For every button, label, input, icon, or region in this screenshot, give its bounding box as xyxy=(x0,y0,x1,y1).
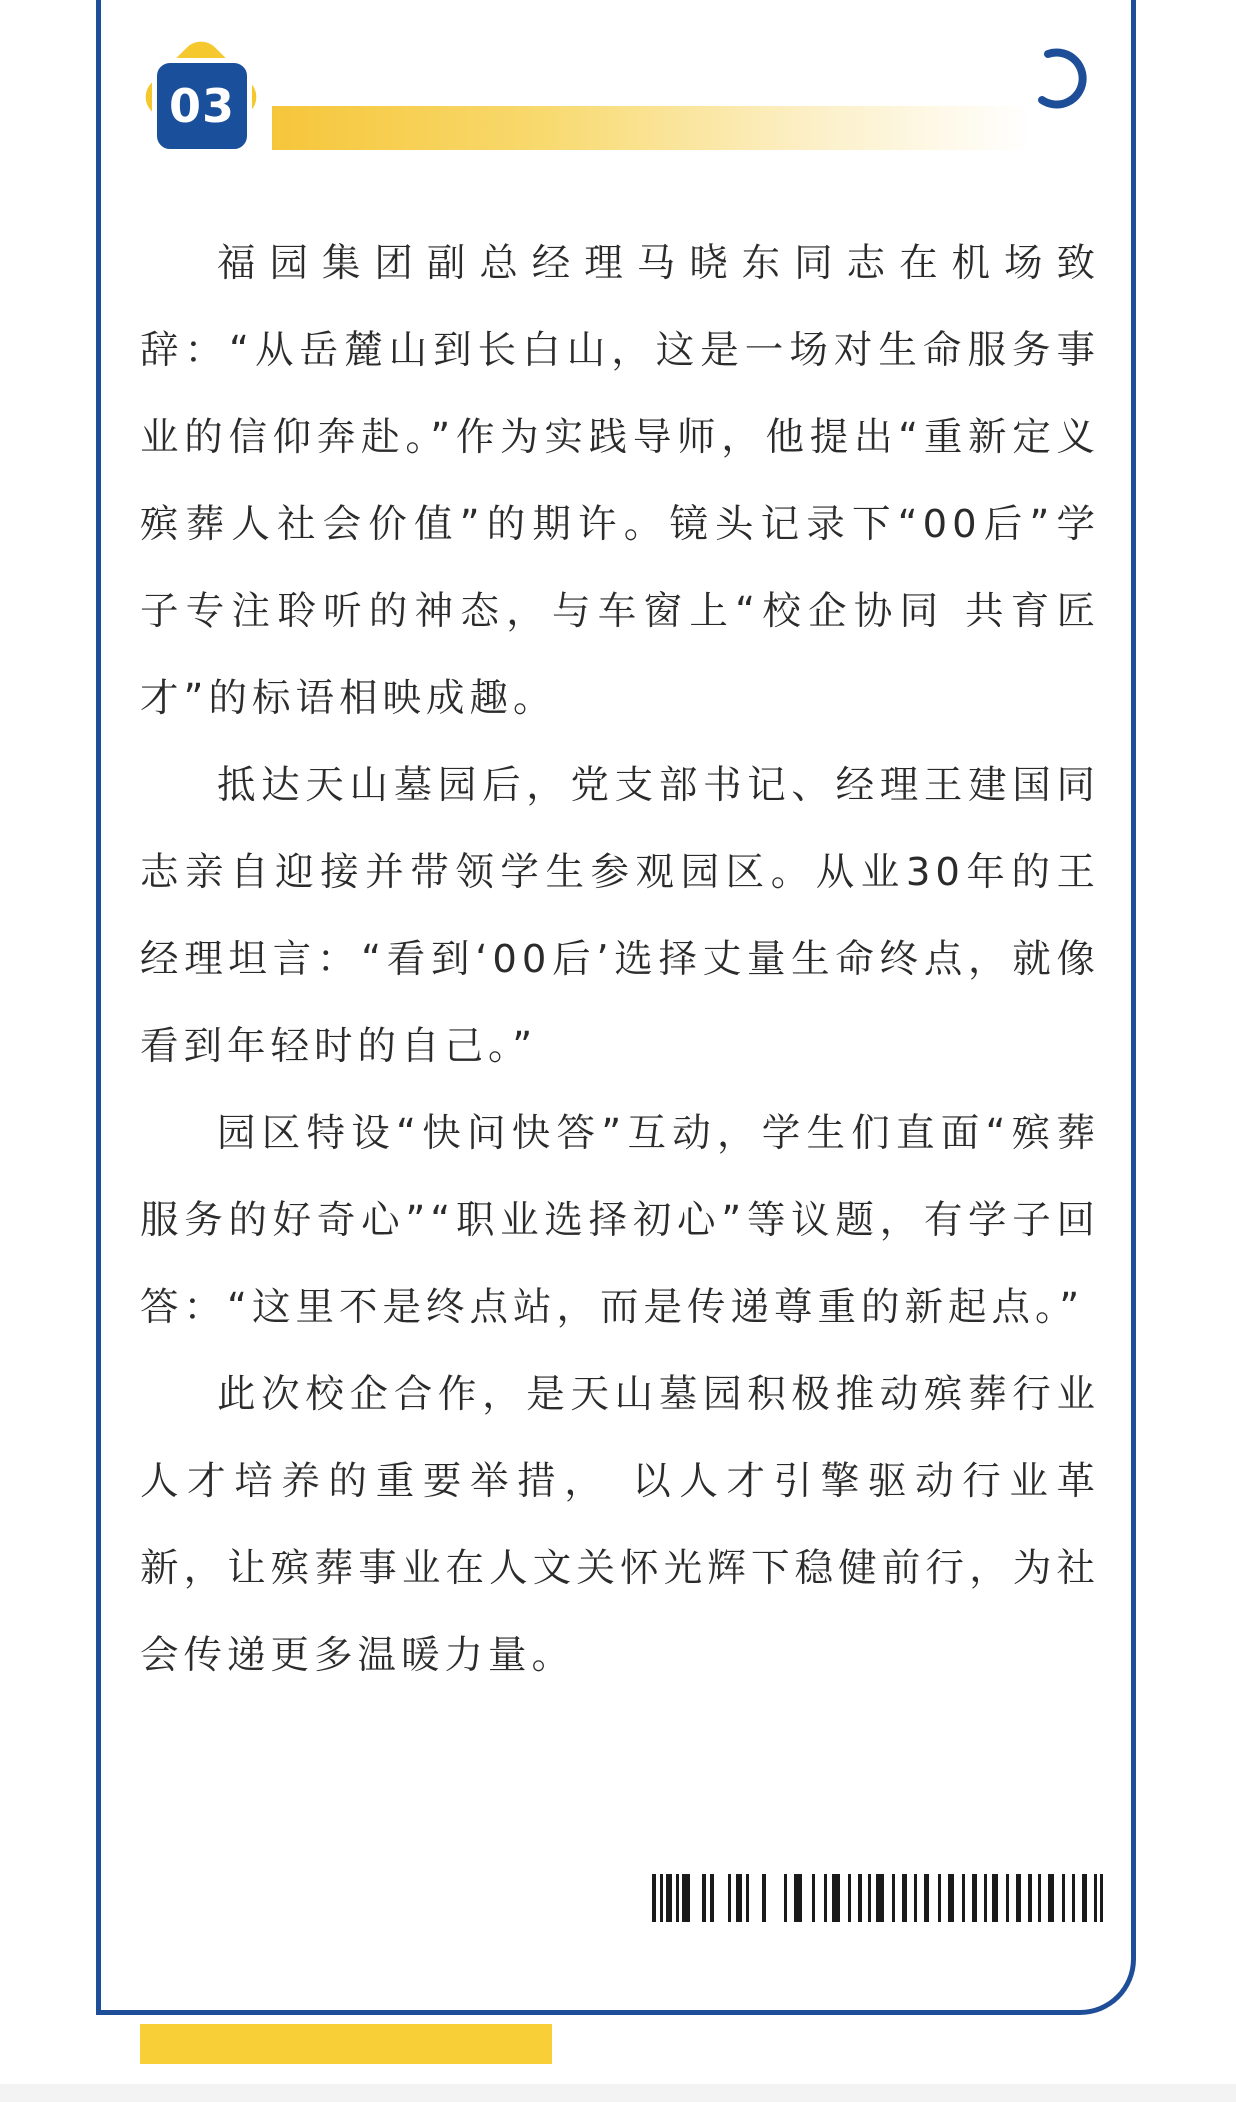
header-gradient-bar xyxy=(272,106,1032,150)
article-body xyxy=(140,220,1100,1699)
paragraph: 福园集团副总经理马晓东同志在机场致辞：“从岳麓山到长白山，这是一场对生命服务事业的信仰奔赴。”作为实践导师，他提出“重新定义殡葬人社会价值”的期许。镜头记录下“00后”学子专注聆听的神态，与车窗上“校企协同 共育匠才”的标语相映成趣。 xyxy=(140,241,1100,721)
arc-ring-icon xyxy=(1028,46,1092,110)
section-number: 03 xyxy=(168,79,235,133)
barcode-icon xyxy=(652,1874,1104,1922)
paragraph: 抵达天山墓园后，党支部书记、经理王建国同志亲自迎接并带领学生参观园区。从业30年的王经理坦言：“看到‘00后’选择丈量生命终点，就像看到年轻时的自己。” xyxy=(140,763,1100,1069)
section-number-badge xyxy=(152,58,252,154)
paragraph: 园区特设“快问快答”互动，学生们直面“殡葬服务的好奇心”“职业选择初心”等议题，有学子回答：“这里不是终点站，而是传递尊重的新起点。” xyxy=(140,1111,1100,1330)
bottom-accent-bar xyxy=(140,2024,552,2064)
bottom-divider xyxy=(0,2084,1236,2102)
paragraph: 此次校企合作，是天山墓园积极推动殡葬行业人才培养的重要举措， 以人才引擎驱动行业革新，让殡葬事业在人文关怀光辉下稳健前行，为社会传递更多温暖力量。 xyxy=(140,1372,1100,1678)
